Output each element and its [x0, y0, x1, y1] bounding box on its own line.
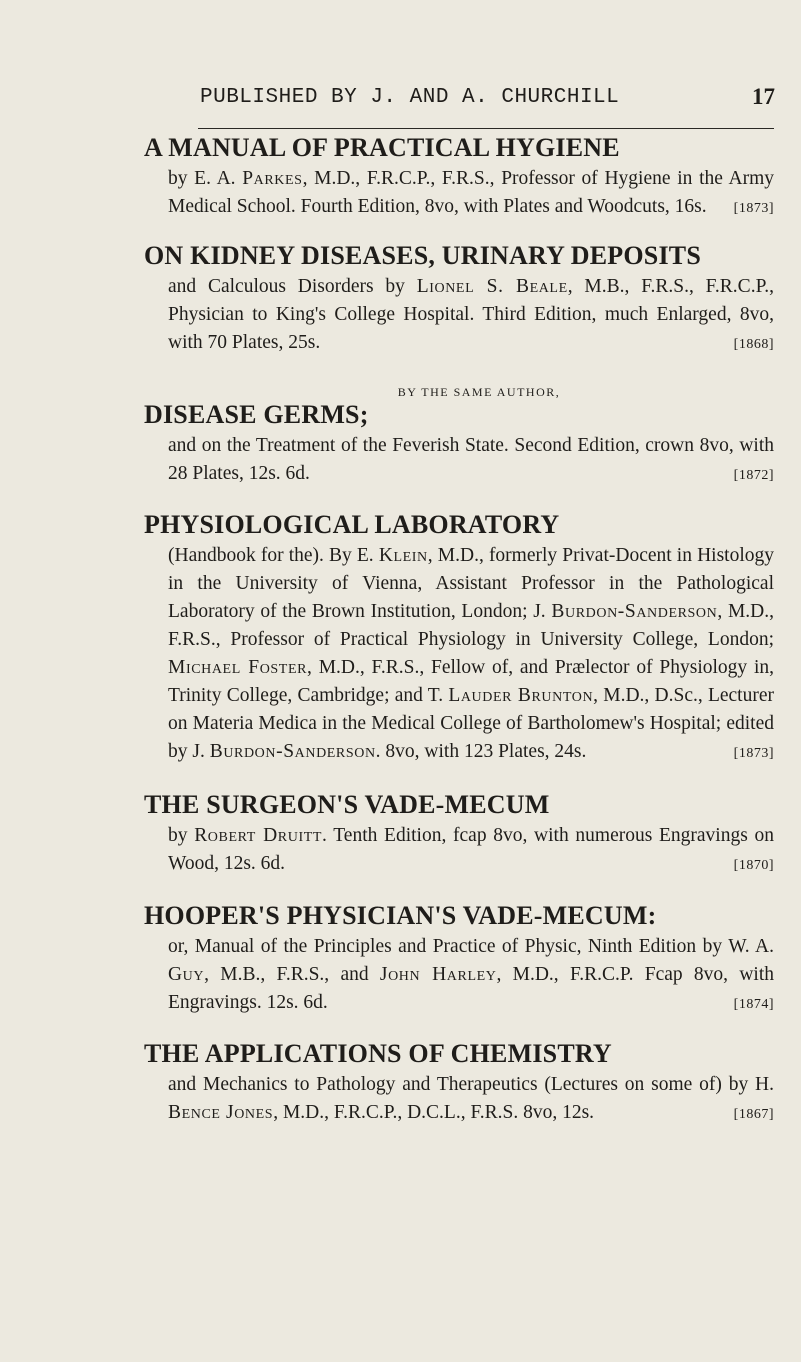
catalogue-entry — [144, 133, 774, 221]
entry-title: HOOPER'S PHYSICIAN'S VADE-MECUM: — [144, 901, 657, 930]
editor-name: Burdon-Sanderson — [209, 741, 376, 762]
publication-year: [1874] — [733, 997, 774, 1012]
catalogue-entry — [144, 510, 774, 766]
running-head — [0, 82, 801, 122]
publication-year: [1873] — [733, 746, 774, 761]
catalogue-entry — [144, 241, 774, 357]
entry-title: ON KIDNEY DISEASES, URINARY DEPOSITS — [144, 241, 701, 270]
publication-year: [1872] — [733, 468, 774, 483]
catalogue-entry — [144, 790, 774, 878]
catalogue-entry — [144, 384, 774, 488]
catalogue-entry — [144, 901, 774, 1017]
entry-description: by Robert Druitt. Tenth Edition, fcap 8vo, with numerous Engravings on Wood, 12s. 6d. [1870] — [168, 822, 774, 878]
entry-title: DISEASE GERMS; — [144, 400, 369, 429]
entry-description: and on the Treatment of the Feverish State. Second Edition, crown 8vo, with 28 Plates, 12s. 6d. [1872] — [168, 432, 774, 488]
author-name: Burdon-Sanderson — [551, 601, 718, 622]
catalogue-entries — [144, 128, 774, 1129]
publication-year: [1870] — [733, 858, 774, 873]
author-name: Lionel S. Beale — [416, 276, 568, 297]
publication-year: [1868] — [733, 337, 774, 352]
catalogue-entry — [144, 1039, 774, 1127]
entry-description: and Calculous Disorders by Lionel S. Beale, M.B., F.R.S., F.R.C.P., Physician to King's College Hospital. Third Edition, much Enlarged, 8vo, with 70 Plates, 25s. [1868] — [168, 273, 774, 357]
author-name: Robert Druitt — [194, 825, 323, 846]
entry-description: and Mechanics to Pathology and Therapeutics (Lectures on some of) by H. Bence Jones, M.D., F.R.C.P., D.C.L., F.R.S. 8vo, 12s. [1867] — [168, 1071, 774, 1127]
author-name: Klein — [378, 545, 428, 566]
publication-year: [1873] — [733, 201, 774, 216]
entry-title: THE APPLICATIONS OF CHEMISTRY — [144, 1039, 612, 1068]
author-name: Parkes — [242, 168, 303, 189]
page-number: 17 — [752, 84, 775, 109]
author-name: Michael Foster — [168, 657, 308, 678]
author-name: Guy — [168, 964, 205, 985]
entry-title: THE SURGEON'S VADE-MECUM — [144, 790, 550, 819]
running-head-title: PUBLISHED BY J. AND A. CHURCHILL — [200, 86, 620, 109]
entry-title: A MANUAL OF PRACTICAL HYGIENE — [144, 133, 620, 162]
same-author-byline: BY THE SAME AUTHOR, — [397, 385, 561, 399]
entry-description: or, Manual of the Principles and Practice of Physic, Ninth Edition by W. A. Guy, M.B., F.R.S., and John Harley, M.D., F.R.C.P. Fcap 8vo, with Engravings. 12s. 6d. [1874] — [168, 933, 774, 1017]
entry-description: by E. A. Parkes, M.D., F.R.C.P., F.R.S., Professor of Hygiene in the Army Medical School. Fourth Edition, 8vo, with Plates and Woodcuts, 16s. [1873] — [168, 165, 774, 221]
author-name: John Harley — [379, 964, 497, 985]
entry-title: PHYSIOLOGICAL LABORATORY — [144, 510, 560, 539]
publication-year: [1867] — [733, 1107, 774, 1122]
author-name: Lauder Brunton — [448, 685, 594, 706]
author-name: Bence Jones — [168, 1102, 274, 1123]
entry-description: (Handbook for the). By E. Klein, M.D., formerly Privat-Docent in Histology in the University of Vienna, Assistant Professor in the Pathological Laboratory of the Brown Institution, London; J. Burdon-Sanderson, M.D., F.R.S., Professor of Practical Physiology in University College, London; Michael Foster, M.D., F.R.S., Fellow of, and Prælector of Physiology in, Trinity College, Cambridge; and T. Lauder Brunton, M.D., D.Sc., Lecturer on Materia Medica in the Medical College of Bartholomew's Hospital; edited by J. Burdon-Sanderson. 8vo, with 123 Plates, 24s. [1873] — [168, 542, 774, 766]
